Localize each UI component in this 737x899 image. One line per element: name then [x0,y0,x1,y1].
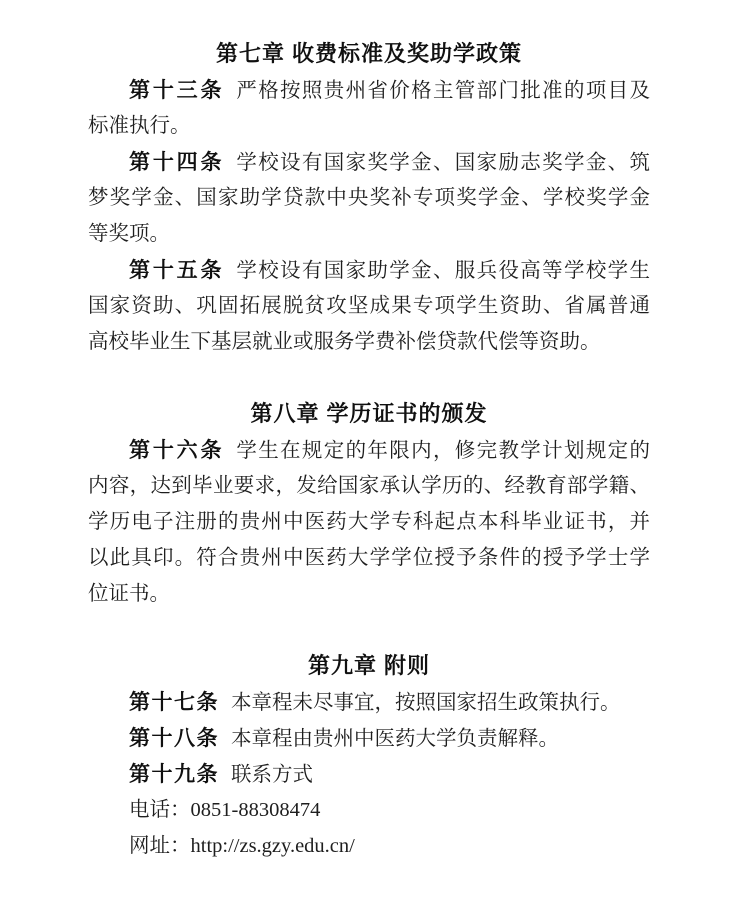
article-15-text: 学校设有国家助学金、服兵役高等学校学生 [236,260,650,282]
article-16-line-2: 内容，达到毕业要求，发给国家承认学历的、经教育部学籍、 [88,475,650,497]
section-spacer [88,612,650,648]
article-19-text: 联系方式 [231,764,313,786]
article-14-line-1 [88,144,650,180]
article-16-text: 学生在规定的年限内，修完教学计划规定的 [236,440,650,462]
article-15-line-2: 国家资助、巩固拓展脱贫攻坚成果专项学生资助、省属普通 [88,295,650,317]
article-13-text: 严格按照贵州省价格主管部门批准的项目及 [236,80,650,102]
article-14-line-2: 梦奖学金、国家助学贷款中央奖补专项奖学金、学校奖学金 [88,187,650,209]
article-18-text: 本章程由贵州中医药大学负责解释。 [231,728,559,750]
chapter-7-heading: 第七章 收费标准及奖助学政策 [215,41,523,66]
article-19-line-1 [88,756,650,792]
article-14-text: 学校设有国家奖学金、国家励志奖学金、筑 [236,152,650,174]
article-16-line-4: 以此具印。符合贵州中医药大学学位授予条件的授予学士学 [88,547,650,569]
article-15-line-1 [88,252,650,288]
contact-phone-line: 电话：0851-88308474 [129,799,321,821]
document-content [88,36,650,864]
article-14-line-3: 等奖项。 [88,223,170,245]
article-16-label: 第十六条 [129,438,225,462]
article-16-line-5: 位证书。 [88,583,170,605]
article-17-text: 本章程未尽事宜，按照国家招生政策执行。 [231,692,621,714]
article-16-line-1 [88,432,650,468]
article-13-line-1 [88,72,650,108]
article-15-label: 第十五条 [129,258,225,282]
article-14-label: 第十四条 [129,150,225,174]
article-15-line-3: 高校毕业生下基层就业或服务学费补偿贷款代偿等资助。 [88,331,601,353]
chapter-9-heading: 第九章 附则 [307,653,431,678]
article-19-label: 第十九条 [129,762,219,786]
article-17-line-1 [88,684,650,720]
chapter-8-heading: 第八章 学历证书的颁发 [250,401,488,426]
article-13-label: 第十三条 [129,78,225,102]
article-13-line-2: 标准执行。 [88,115,191,137]
contact-website-line: 网址：http://zs.gzy.edu.cn/ [129,835,355,857]
article-18-label: 第十八条 [129,726,219,750]
article-16-line-3: 学历电子注册的贵州中医药大学专科起点本科毕业证书，并 [88,511,650,533]
section-spacer [88,360,650,396]
article-18-line-1 [88,720,650,756]
article-17-label: 第十七条 [129,690,219,714]
